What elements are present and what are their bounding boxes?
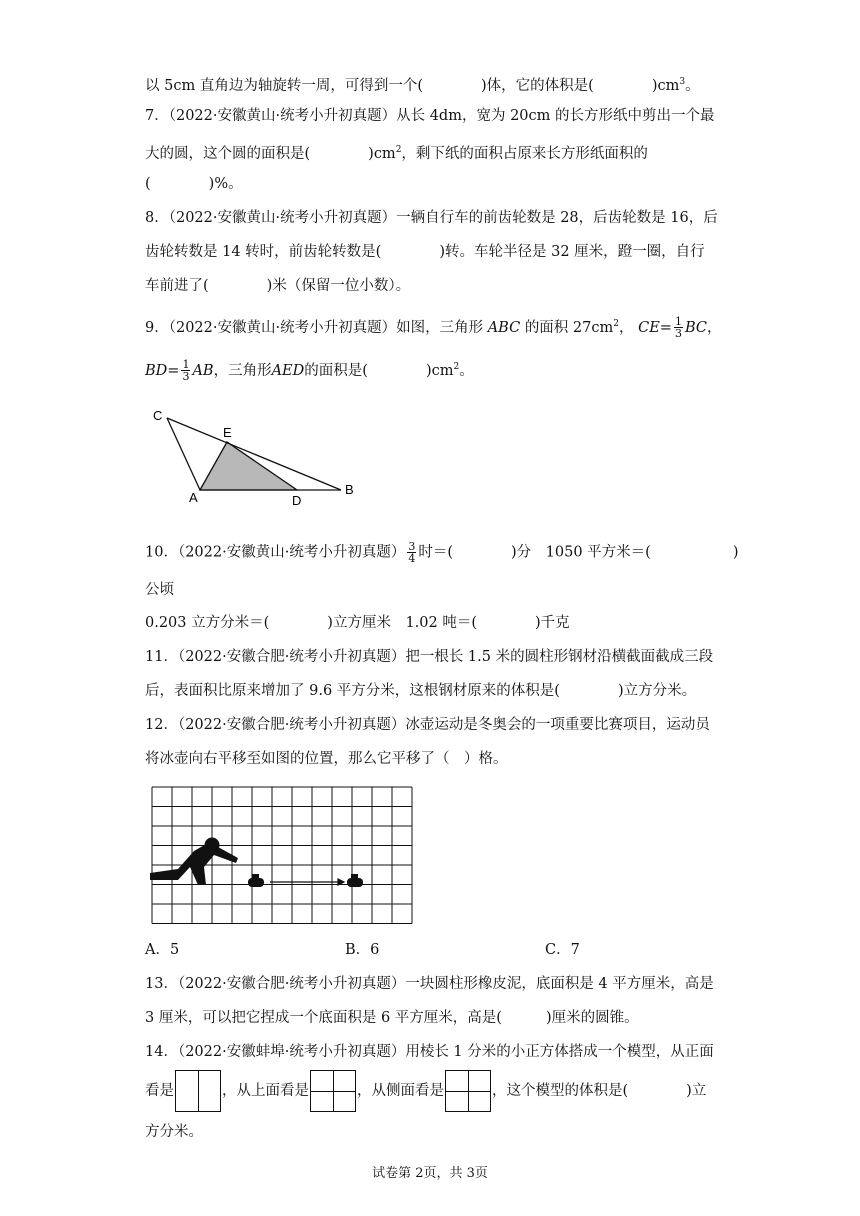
q10-line-2 — [145, 580, 174, 600]
q10-text-h: )千克 — [535, 615, 570, 631]
q8-text-c: 车前进了( — [145, 278, 209, 294]
q14-line-3 — [145, 1122, 203, 1142]
q6-sup: 3 — [679, 77, 686, 87]
q13-line-2 — [145, 1008, 639, 1028]
q8-text-b: )转。车轮半径是 32 厘米，蹬一圈，自行 — [439, 244, 705, 260]
q14-text-top: ，从上面看是 — [222, 1083, 309, 1099]
q11-text-b: )立方分米。 — [617, 683, 697, 699]
q13-text-a: 3 厘米，可以把它捏成一个底面积是 6 平方厘米，高是( — [145, 1010, 502, 1026]
q9-ab: AB — [192, 362, 214, 379]
q8-text-d: )米（保留一位小数）。 — [266, 278, 411, 294]
page-footer: 试卷第 2页，共 3页 — [372, 1166, 488, 1181]
q8-line-1 — [145, 208, 718, 228]
q10-text-a: 10．（2022·安徽黄山·统考小升初真题） — [145, 544, 406, 561]
front-view-icon — [175, 1070, 221, 1112]
q7-sup: 2 — [395, 145, 402, 155]
q14-line-2 — [145, 1070, 706, 1112]
q14-text: 14．（2022·安徽蚌埠·统考小升初真题）用棱长 1 分米的小正方体搭成一个模型，从正面 — [145, 1044, 714, 1060]
triangle-figure — [145, 402, 365, 510]
q9-eq: = — [659, 319, 672, 336]
q9-line-1 — [145, 314, 721, 339]
q9-sup2: 2 — [453, 362, 460, 372]
q8-line-3 — [145, 276, 410, 296]
q14-text-side: ，从侧面看是 — [357, 1083, 444, 1099]
option-a[interactable]: A．5 — [145, 942, 180, 958]
q14-text-front: 看是 — [145, 1083, 174, 1099]
q11-line-2 — [145, 681, 696, 701]
q8-text: 8．（2022·安徽黄山·统考小升初真题）一辆自行车的前齿轮数是 28，后齿轮数是 16，后 — [145, 210, 718, 226]
q7-text-b: )cm — [368, 145, 396, 162]
label-d: D — [292, 493, 302, 508]
q10-text-d: ) — [732, 544, 739, 561]
q7-text: 7．（2022·安徽黄山·统考小升初真题）从长 4dm，宽为 20cm 的长方形纸中剪出一个最 — [145, 108, 715, 124]
label-a: A — [189, 490, 198, 505]
q12-options — [145, 940, 580, 960]
q6-period: 。 — [685, 77, 700, 94]
q7-text-a: 大的圆，这个圆的面积是( — [145, 145, 311, 162]
q12-text: 12．（2022·安徽合肥·统考小升初真题）冰壶运动是冬奥会的一项重要比赛项目，运动员 — [145, 717, 710, 733]
frac-den: 4 — [408, 552, 416, 565]
frac-den: 3 — [182, 370, 190, 384]
q10-text-e: 公顷 — [145, 582, 174, 598]
q8-line-2 — [145, 242, 705, 262]
top-view-icon — [310, 1070, 356, 1112]
q9-sup: 2 — [613, 319, 619, 329]
q6-text-b: )体，它的体积是( — [480, 77, 594, 94]
label-b: B — [345, 482, 354, 497]
q11-text-a: 后，表面积比原来增加了 9.6 平方分米，这根钢材原来的体积是( — [145, 683, 560, 699]
q9-text-b: 的面积 27cm — [524, 319, 614, 336]
curling-stone-end-icon — [347, 874, 363, 887]
fraction-one-third-2 — [181, 359, 190, 382]
q9-ce: CE — [638, 319, 660, 336]
q9-eq2: = — [167, 362, 180, 379]
fraction-one-third — [674, 316, 683, 339]
q11-line-1 — [145, 647, 713, 667]
q9-period: 。 — [459, 362, 474, 379]
option-b[interactable]: B．6 — [345, 942, 380, 958]
q14-text-vol: ，这个模型的体积是( — [492, 1083, 629, 1099]
q9-bc: BC — [684, 319, 707, 336]
q12-line-2 — [145, 749, 508, 769]
q14-line-1 — [145, 1042, 714, 1062]
side-ca — [167, 418, 200, 490]
label-e: E — [223, 425, 232, 440]
q11-text: 11．（2022·安徽合肥·统考小升初真题）把一根长 1.5 米的圆柱形钢材沿横截面截成三段 — [145, 649, 714, 665]
q9-line-2 — [145, 357, 474, 382]
label-c: C — [153, 408, 163, 423]
q9-text-e: )cm — [425, 362, 454, 379]
q10-line-1 — [145, 541, 739, 564]
curling-grid-figure — [148, 785, 418, 927]
q9-comma2: ， — [706, 319, 722, 336]
q7-text-d: ( — [145, 176, 151, 192]
fraction-three-quarters — [407, 541, 416, 564]
q13-line-1 — [145, 974, 714, 994]
q8-text-a: 齿轮转数是 14 转时，前齿轮转数是( — [145, 244, 382, 260]
q6-text-a: 以 5cm 直角边为轴旋转一周，可得到一个( — [145, 77, 423, 94]
frac-num: 1 — [182, 358, 190, 372]
frac-den: 3 — [674, 327, 682, 341]
q10-text-f: 0.203 立方分米＝( — [145, 615, 270, 631]
q9-text-a: 9．（2022·安徽黄山·统考小升初真题）如图，三角形 — [145, 319, 484, 336]
q9-aed: AED — [271, 362, 305, 379]
q14-text-c: 方分米。 — [145, 1124, 203, 1140]
q9-comma: ， — [618, 319, 634, 336]
q10-text-c: )分 1050 平方米＝( — [511, 544, 651, 561]
q6-line — [145, 72, 700, 96]
q13-text: 13．（2022·安徽合肥·统考小升初真题）一块圆柱形橡皮泥，底面积是 4 平方厘米，高是 — [145, 976, 714, 992]
frac-num: 1 — [674, 315, 682, 329]
q12-text-b: 将冰壶向右平移至如图的位置，那么它平移了（ ）格。 — [145, 751, 508, 767]
q9-text-c: ，三角形 — [213, 362, 272, 379]
q10-text-g: )立方厘米 1.02 吨＝( — [327, 615, 477, 631]
q13-text-b: )厘米的圆锥。 — [545, 1010, 639, 1026]
q7-text-e: )%。 — [208, 176, 243, 192]
curling-stone-start-icon — [248, 874, 264, 887]
q10-line-3 — [145, 613, 570, 633]
q7-line-2 — [145, 140, 648, 164]
q6-text-c: )cm — [651, 77, 680, 94]
curler-icon — [150, 838, 238, 886]
q10-text-b: 时＝( — [418, 544, 453, 561]
side-view-icon — [445, 1070, 491, 1112]
q7-line-1 — [145, 106, 715, 126]
frac-num: 3 — [408, 540, 416, 553]
q9-bd: BD — [145, 362, 168, 379]
option-c[interactable]: C．7 — [545, 942, 580, 958]
q7-text-c: ，剩下纸的面积占原来长方形纸面积的 — [401, 145, 648, 162]
q12-line-1 — [145, 715, 710, 735]
q7-line-3 — [145, 174, 243, 194]
q9-abc: ABC — [487, 319, 521, 336]
q9-text-d: 的面积是( — [304, 362, 368, 379]
q14-text-vol2: )立 — [686, 1083, 707, 1099]
